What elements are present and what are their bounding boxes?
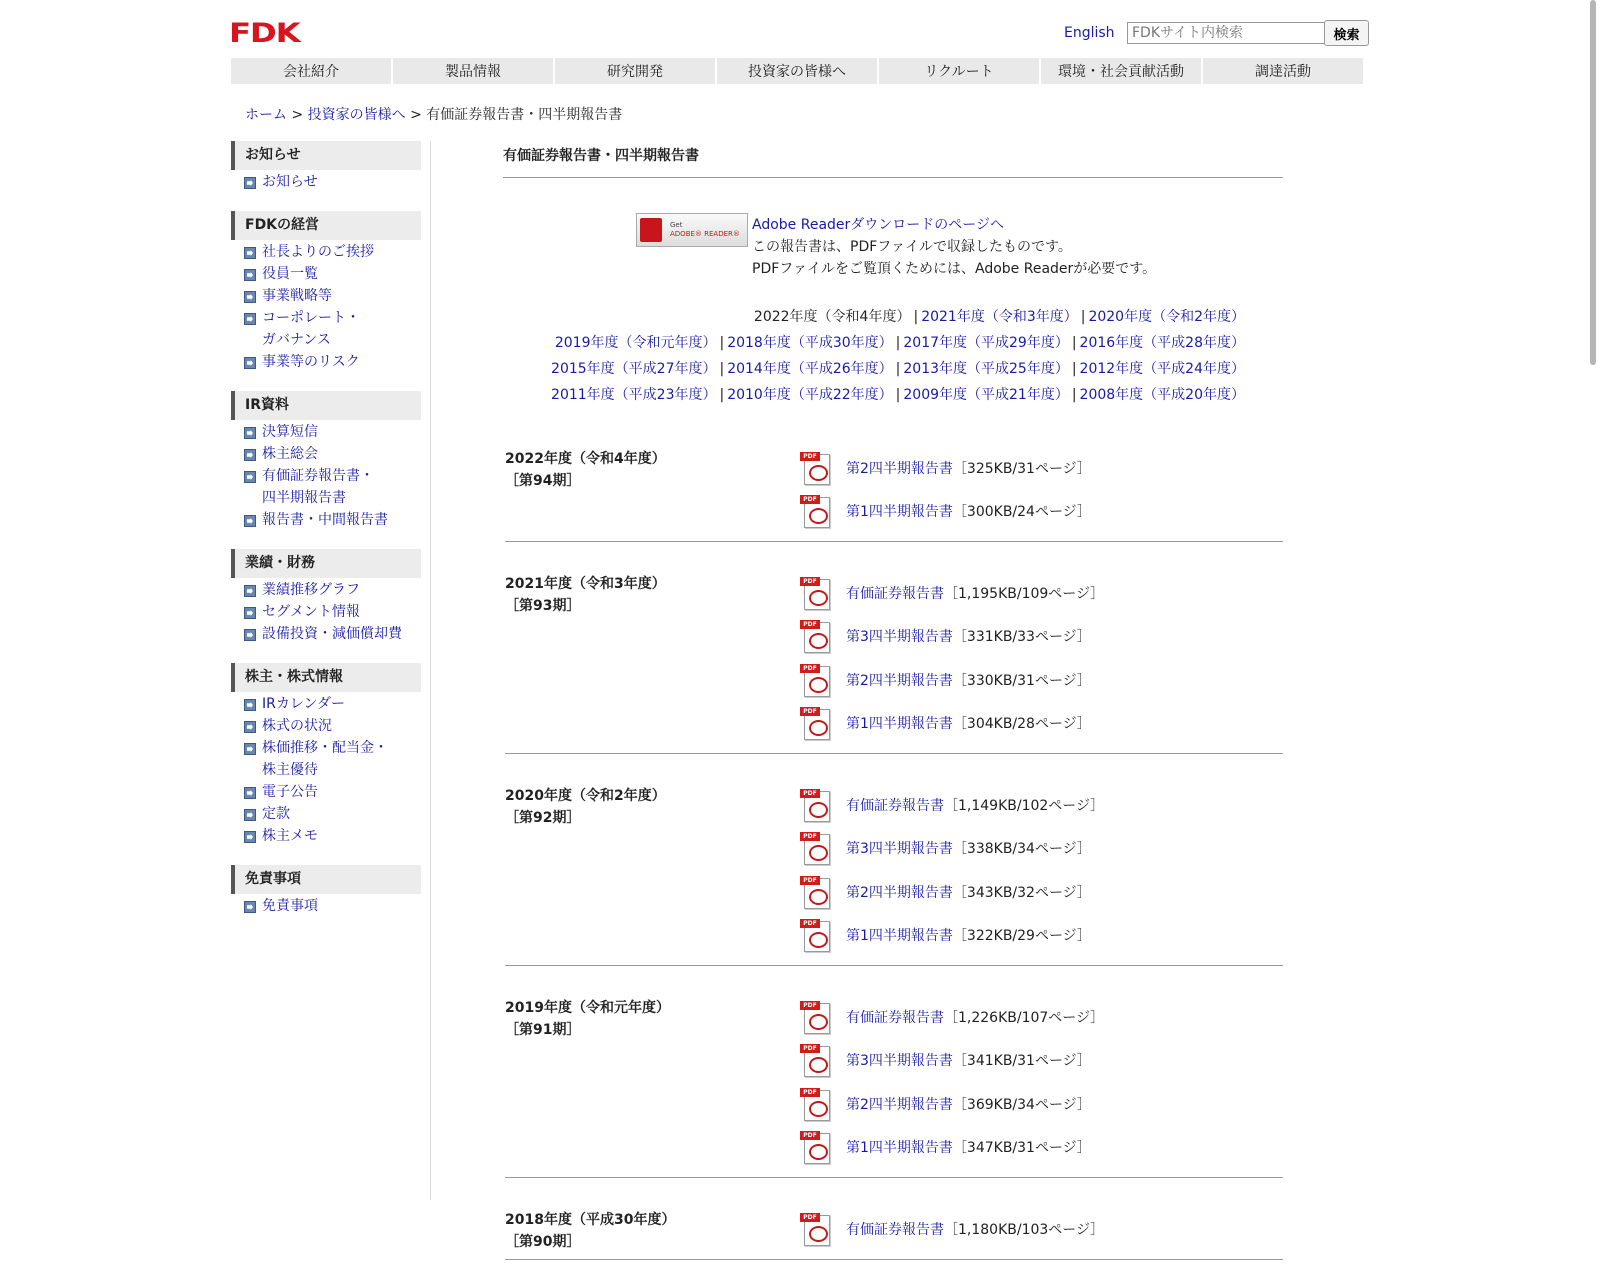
pdf-icon[interactable] (800, 1044, 830, 1076)
document-link[interactable]: 有価証券報告書 (846, 585, 944, 602)
adobe-note: この報告書は、PDFファイルで収録したものです。 (752, 239, 1072, 255)
pdf-icon[interactable] (800, 832, 830, 864)
year-label (505, 785, 666, 829)
year-link[interactable]: 2021年度（令和3年度） (921, 309, 1078, 325)
sidebar-item-label[interactable]: 役員一覧 (262, 266, 318, 282)
pdf-tag: PDF (800, 919, 820, 928)
fiscal-year: 2018年度（平成30年度） (505, 1212, 676, 1228)
pdf-tag: PDF (800, 789, 820, 798)
sidebar-item-label[interactable]: 株主メモ (262, 828, 318, 844)
nav-item[interactable]: 研究開発 (555, 58, 715, 84)
fiscal-term: ［第93期］ (505, 598, 581, 614)
pdf-icon[interactable] (800, 1213, 830, 1245)
pdf-icon[interactable] (800, 1088, 830, 1120)
arrow-square-icon (244, 177, 256, 189)
sidebar-divider (430, 141, 431, 1200)
year-label (505, 573, 666, 617)
document-link[interactable]: 第3四半期報告書 (846, 1053, 953, 1070)
adobe-swirl-shape (809, 1226, 828, 1242)
year-section (505, 440, 1283, 542)
sidebar-item-label[interactable]: 株主総会 (262, 446, 318, 462)
sidebar-item-label[interactable]: 電子公告 (262, 784, 318, 800)
breadcrumb-investor[interactable]: 投資家の皆様へ (307, 107, 406, 123)
pdf-tag: PDF (800, 1044, 820, 1053)
sidebar-section-title: 免責事項 (231, 865, 421, 894)
document-link[interactable]: 第3四半期報告書 (846, 841, 953, 858)
sidebar-item[interactable] (231, 803, 421, 825)
document-link[interactable]: 第2四半期報告書 (846, 460, 953, 477)
pdf-tag: PDF (800, 1001, 820, 1010)
adobe-info (752, 214, 1156, 280)
sidebar-item-label[interactable]: 決算短信 (262, 424, 318, 440)
pdf-tag: PDF (800, 1131, 820, 1140)
sidebar-item[interactable] (231, 443, 421, 465)
document-meta: ［347KB/31ページ］ (952, 1140, 1091, 1157)
sidebar-item[interactable] (231, 171, 421, 193)
year-link[interactable]: 2017年度（平成29年度） (903, 335, 1069, 351)
document-link[interactable]: 第1四半期報告書 (846, 1140, 953, 1157)
sidebar-section (231, 211, 421, 373)
year-section (505, 1201, 1283, 1260)
document-item (800, 571, 1283, 615)
year-link[interactable]: 2011年度（平成23年度） (551, 387, 717, 403)
document-item (800, 658, 1283, 702)
year-links-row (500, 356, 1245, 382)
sidebar-item-label[interactable]: 免責事項 (262, 898, 318, 914)
sidebar-item[interactable] (231, 285, 421, 307)
fiscal-term: ［第91期］ (505, 1022, 581, 1038)
year-links-row (500, 382, 1245, 408)
english-link[interactable]: English (1064, 25, 1115, 41)
sidebar-item-label[interactable]: 社長よりのご挨拶 (262, 244, 374, 260)
adobe-swirl-shape (809, 1014, 828, 1030)
document-item (800, 1039, 1283, 1083)
year-links (500, 304, 1245, 408)
document-list (800, 565, 1283, 753)
document-item (800, 995, 1283, 1039)
adobe-download-link[interactable]: Adobe Readerダウンロードのページへ (752, 217, 1004, 233)
document-meta: ［304KB/28ページ］ (952, 716, 1091, 733)
arrow-square-icon (244, 471, 256, 483)
nav-item[interactable]: 環境・社会貢献活動 (1041, 58, 1201, 84)
fiscal-year: 2021年度（令和3年度） (505, 576, 666, 592)
sidebar-item-label[interactable]: 業績推移グラフ (262, 582, 360, 598)
sidebar-item[interactable] (231, 693, 421, 715)
breadcrumb (245, 104, 622, 124)
sidebar (231, 141, 421, 935)
sidebar-section (231, 141, 421, 193)
sidebar-item[interactable] (231, 509, 421, 531)
document-item (800, 914, 1283, 958)
sidebar-section (231, 549, 421, 645)
year-link[interactable]: 2013年度（平成25年度） (903, 361, 1069, 377)
sidebar-item-label[interactable]: コーポレート・ ガバナンス (262, 310, 360, 348)
pdf-icon[interactable] (800, 876, 830, 908)
year-link[interactable]: 2019年度（令和元年度） (554, 335, 717, 351)
fiscal-year: 2020年度（令和2年度） (505, 788, 666, 804)
sidebar-item-label[interactable]: 株式の状況 (262, 718, 332, 734)
adobe-swirl-shape (809, 802, 828, 818)
sidebar-item[interactable] (231, 601, 421, 623)
year-links-row (500, 330, 1245, 356)
sidebar-item[interactable] (231, 623, 421, 645)
document-meta: ［1,149KB/102ページ］ (944, 797, 1105, 814)
year-section (505, 777, 1283, 966)
arrow-square-icon (244, 449, 256, 461)
arrow-square-icon (244, 743, 256, 755)
sidebar-section-title: FDKの経営 (231, 211, 421, 240)
scrollbar[interactable] (1590, 0, 1596, 365)
document-item (800, 446, 1283, 490)
document-meta: ［331KB/33ページ］ (952, 629, 1091, 646)
separator: | (1071, 335, 1077, 351)
arrow-square-icon (244, 699, 256, 711)
pdf-tag: PDF (800, 876, 820, 885)
year-link[interactable]: 2015年度（平成27年度） (551, 361, 717, 377)
year-link[interactable]: 2008年度（平成20年度） (1079, 387, 1245, 403)
year-link[interactable]: 2018年度（平成30年度） (727, 335, 893, 351)
document-link[interactable]: 第1四半期報告書 (846, 716, 953, 733)
sidebar-item[interactable] (231, 465, 421, 509)
sidebar-item[interactable] (231, 263, 421, 285)
sidebar-item[interactable] (231, 737, 421, 781)
adobe-swirl-shape (809, 1101, 828, 1117)
pdf-icon[interactable] (800, 789, 830, 821)
arrow-square-icon (244, 787, 256, 799)
arrow-square-icon (244, 901, 256, 913)
pdf-icon[interactable] (800, 1131, 830, 1163)
sidebar-item[interactable] (231, 715, 421, 737)
arrow-square-icon (244, 313, 256, 325)
document-meta: ［1,226KB/107ページ］ (944, 1009, 1105, 1026)
year-label (505, 997, 670, 1041)
year-links-row (500, 304, 1245, 330)
adobe-swirl-shape (809, 677, 828, 693)
document-meta: ［369KB/34ページ］ (952, 1096, 1091, 1113)
arrow-square-icon (244, 357, 256, 369)
fiscal-year: 2019年度（令和元年度） (505, 1000, 670, 1016)
sidebar-section-title: お知らせ (231, 141, 421, 170)
pdf-icon[interactable] (800, 620, 830, 652)
sidebar-section (231, 391, 421, 531)
document-link[interactable]: 有価証券報告書 (846, 1221, 944, 1238)
pdf-icon[interactable] (800, 495, 830, 527)
sidebar-item-label[interactable]: 設備投資・減価償却費 (262, 626, 402, 642)
nav-item[interactable]: 調達活動 (1203, 58, 1363, 84)
pdf-tag: PDF (800, 1088, 820, 1097)
sidebar-item-label[interactable]: お知らせ (262, 174, 318, 190)
document-item (800, 1082, 1283, 1126)
separator: | (719, 387, 725, 403)
nav-item[interactable]: 会社紹介 (231, 58, 391, 84)
arrow-square-icon (244, 247, 256, 259)
document-meta: ［341KB/31ページ］ (952, 1053, 1091, 1070)
sidebar-section (231, 865, 421, 917)
separator: | (1071, 361, 1077, 377)
breadcrumb-sep: > (287, 107, 308, 123)
adobe-badge-text: Get ADOBE® READER® (670, 221, 740, 238)
separator: | (719, 361, 725, 377)
document-item (800, 783, 1283, 827)
year-link[interactable]: 2012年度（平成24年度） (1079, 361, 1245, 377)
sidebar-item-label[interactable]: セグメント情報 (262, 604, 360, 620)
pdf-tag: PDF (800, 452, 820, 461)
report-sections (505, 440, 1283, 1283)
pdf-tag: PDF (800, 495, 820, 504)
pdf-tag: PDF (800, 832, 820, 841)
separator: | (913, 309, 919, 325)
fiscal-term: ［第94期］ (505, 473, 581, 489)
document-meta: ［300KB/24ページ］ (952, 504, 1091, 521)
sidebar-item-label[interactable]: 事業等のリスク (262, 354, 360, 370)
pdf-tag: PDF (800, 707, 820, 716)
page-title: 有価証券報告書・四半期報告書 (503, 148, 699, 164)
nav-item[interactable]: 投資家の皆様へ (717, 58, 877, 84)
pdf-icon[interactable] (800, 452, 830, 484)
year-label (505, 448, 666, 492)
fiscal-term: ［第92期］ (505, 810, 581, 826)
document-list (800, 1201, 1283, 1259)
separator: | (1080, 309, 1086, 325)
search-button[interactable]: 検索 (1324, 20, 1369, 46)
fiscal-year: 2022年度（令和4年度） (505, 451, 666, 467)
arrow-square-icon (244, 427, 256, 439)
separator: | (895, 387, 901, 403)
sidebar-item[interactable] (231, 781, 421, 803)
sidebar-item[interactable] (231, 351, 421, 373)
nav-item[interactable]: リクルート (879, 58, 1039, 84)
sidebar-item[interactable] (231, 825, 421, 847)
separator: | (895, 361, 901, 377)
arrow-square-icon (244, 607, 256, 619)
sidebar-item[interactable] (231, 895, 421, 917)
year-section (505, 565, 1283, 754)
document-meta: ［1,195KB/109ページ］ (944, 585, 1105, 602)
sidebar-item-label[interactable]: 定款 (262, 806, 290, 822)
pdf-icon[interactable] (800, 664, 830, 696)
sidebar-item[interactable] (231, 307, 421, 351)
arrow-square-icon (244, 831, 256, 843)
sidebar-section-title: IR資料 (231, 391, 421, 420)
document-item (800, 827, 1283, 871)
sidebar-section-title: 業績・財務 (231, 549, 421, 578)
sidebar-section-title: 株主・株式情報 (231, 663, 421, 692)
year-link[interactable]: 2009年度（平成21年度） (903, 387, 1069, 403)
sidebar-item[interactable] (231, 579, 421, 601)
sidebar-item-label[interactable]: IRカレンダー (262, 696, 345, 712)
separator: | (895, 335, 901, 351)
arrow-square-icon (244, 721, 256, 733)
adobe-note: PDFファイルをご覧頂くためには、Adobe Readerが必要です。 (752, 261, 1157, 277)
document-meta: ［338KB/34ページ］ (952, 841, 1091, 858)
sidebar-item-label[interactable]: 株価推移・配当金・ 株主優待 (262, 740, 388, 778)
document-item (800, 615, 1283, 659)
arrow-square-icon (244, 291, 256, 303)
document-meta: ［1,180KB/103ページ］ (944, 1221, 1105, 1238)
document-link[interactable]: 有価証券報告書 (846, 797, 944, 814)
document-link[interactable]: 有価証券報告書 (846, 1009, 944, 1026)
sidebar-item[interactable] (231, 421, 421, 443)
arrow-square-icon (244, 809, 256, 821)
arrow-square-icon (244, 585, 256, 597)
global-nav (231, 58, 1371, 84)
pdf-icon[interactable] (800, 577, 830, 609)
document-item (800, 702, 1283, 746)
breadcrumb-current: 有価証券報告書・四半期報告書 (426, 107, 623, 123)
sidebar-item-label[interactable]: 有価証券報告書・ 四半期報告書 (262, 468, 374, 506)
year-section (505, 989, 1283, 1178)
arrow-square-icon (244, 269, 256, 281)
year-link[interactable]: 2020年度（令和2年度） (1088, 309, 1245, 325)
adobe-swirl-shape (809, 889, 828, 905)
document-list (800, 440, 1283, 541)
sidebar-item[interactable] (231, 241, 421, 263)
year-link[interactable]: 2010年度（平成22年度） (727, 387, 893, 403)
separator: | (1071, 387, 1077, 403)
pdf-tag: PDF (800, 577, 820, 586)
pdf-tag: PDF (800, 620, 820, 629)
sidebar-item-label[interactable]: 報告書・中間報告書 (262, 512, 388, 528)
sidebar-item-label[interactable]: 事業戦略等 (262, 288, 332, 304)
document-meta: ［325KB/31ページ］ (952, 460, 1091, 477)
fiscal-term: ［第90期］ (505, 1234, 581, 1250)
pdf-icon[interactable] (800, 707, 830, 739)
document-item (800, 870, 1283, 914)
sidebar-section (231, 663, 421, 847)
year-label (505, 1209, 675, 1253)
arrow-square-icon (244, 515, 256, 527)
document-list (800, 777, 1283, 965)
year-link[interactable]: 2016年度（平成28年度） (1079, 335, 1245, 351)
adobe-icon (640, 218, 662, 242)
search-input[interactable] (1127, 22, 1325, 44)
breadcrumb-sep: > (405, 107, 427, 123)
document-link[interactable]: 第2四半期報告書 (846, 1096, 953, 1113)
separator: | (719, 335, 725, 351)
fdk-logo[interactable]: FDK (229, 18, 300, 49)
adobe-swirl-shape (809, 590, 828, 606)
document-list (800, 989, 1283, 1177)
document-link[interactable]: 第1四半期報告書 (846, 504, 953, 521)
document-link[interactable]: 第1四半期報告書 (846, 928, 953, 945)
document-item (800, 1126, 1283, 1170)
document-link[interactable]: 第2四半期報告書 (846, 672, 953, 689)
year-link[interactable]: 2014年度（平成26年度） (727, 361, 893, 377)
arrow-square-icon (244, 629, 256, 641)
document-item (800, 1207, 1283, 1251)
adobe-swirl-shape (809, 465, 828, 481)
document-link[interactable]: 第2四半期報告書 (846, 884, 953, 901)
nav-item[interactable]: 製品情報 (393, 58, 553, 84)
year-link: 2022年度（令和4年度） (753, 309, 911, 325)
get-adobe-reader-badge[interactable] (636, 213, 748, 247)
pdf-icon[interactable] (800, 1001, 830, 1033)
pdf-tag: PDF (800, 664, 820, 673)
document-meta: ［322KB/29ページ］ (952, 928, 1091, 945)
title-divider (503, 177, 1283, 178)
document-meta: ［343KB/32ページ］ (952, 884, 1091, 901)
breadcrumb-home[interactable]: ホーム (245, 107, 287, 123)
pdf-icon[interactable] (800, 919, 830, 951)
document-meta: ［330KB/31ページ］ (952, 672, 1091, 689)
document-link[interactable]: 第3四半期報告書 (846, 629, 953, 646)
document-item (800, 490, 1283, 534)
pdf-tag: PDF (800, 1213, 820, 1222)
